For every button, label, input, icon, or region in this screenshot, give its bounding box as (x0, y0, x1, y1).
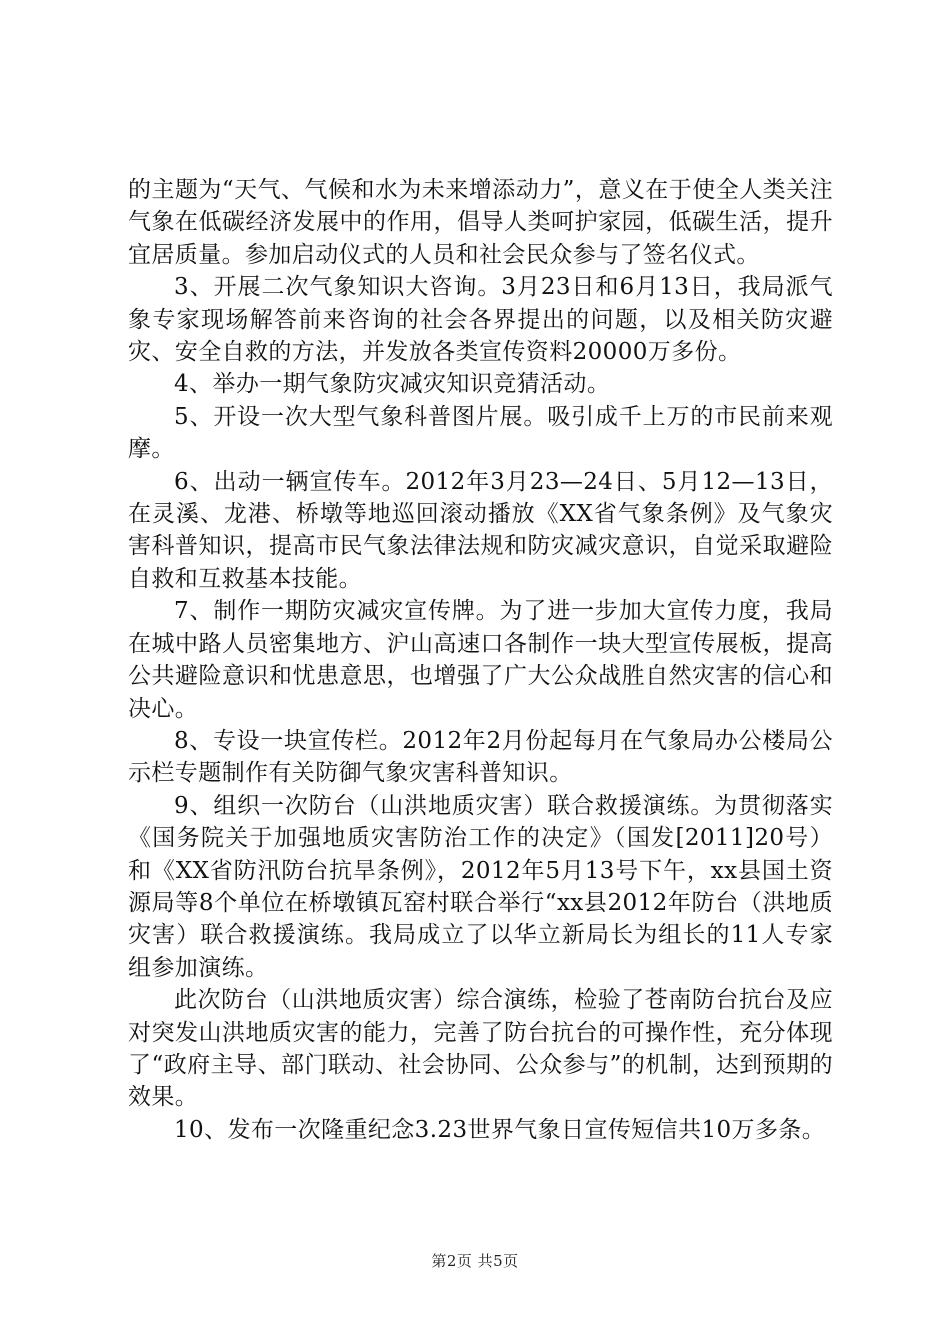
paragraph-1: 的主题为“天气、气候和水为未来增添动力”，意义在于使全人类关注气象在低碳经济发展中的作用，倡导人类呵护家园，低碳生活，提升宜居质量。参加启动仪式的人员和社会民众参与了签名仪式。 (128, 177, 833, 268)
paragraph-5: 6、出动一辆宣传车。2012年3月23—24日、5月12—13日，在灵溪、龙港、桥墩等地巡回滚动播放《XX省气象条例》及气象灾害科普知识，提高市民气象法律法规和防灾减灾意识，自觉采取避险自救和互救基本技能。 (128, 468, 833, 592)
paragraph-3: 4、举办一期气象防灾减灾知识竞猜活动。 (174, 371, 611, 398)
paragraph-8: 9、组织一次防台（山洪地质灾害）联合救援演练。为贯彻落实《国务院关于加强地质灾害防治工作的决定》（国发[2011]20号）和《XX省防汛防台抗旱条例》，2012年5月13号下午，xx县国土资源局等8个单位在桥墩镇瓦窑村联合举行“xx县2012年防台（洪地质灾害）联合救援演练。我局成立了以华立新局长为组长的11人专家组参加演练。 (128, 792, 833, 981)
paragraph-7: 8、专设一块宣传栏。2012年2月份起每月在气象局办公楼局公示栏专题制作有关防御气象灾害科普知识。 (128, 727, 833, 787)
paragraph-4: 5、开设一次大型气象科普图片展。吸引成千上万的市民前来观摩。 (128, 403, 833, 463)
paragraph-10: 10、发布一次隆重纪念3.23世界气象日宣传短信共10万多条。 (174, 1116, 826, 1143)
paragraph-2: 3、开展二次气象知识大咨询。3月23日和6月13日，我局派气象专家现场解答前来咨询的社会各界提出的问题，以及相关防灾避灾、安全自救的方法，并发放各类宣传资料20000万多份。 (128, 274, 833, 366)
paragraph-9: 此次防台（山洪地质灾害）综合演练，检验了苍南防台抗台及应对突发山洪地质灾害的能力，完善了防台抗台的可操作性，充分体现了“政府主导、部门联动、社会协同、公众参与”的机制，达到预期的效果。 (128, 987, 833, 1111)
paragraph-6: 7、制作一期防灾减灾宣传牌。为了进一步加大宣传力度，我局在城中路人员密集地方、沪山高速口各制作一块大型宣传展板，提高公共避险意识和忧患意思，也增强了广大公众战胜自然灾害的信心和决心。 (128, 598, 833, 722)
document-body (128, 174, 833, 1146)
page-footer: 第2页 共5页 (431, 1252, 519, 1270)
